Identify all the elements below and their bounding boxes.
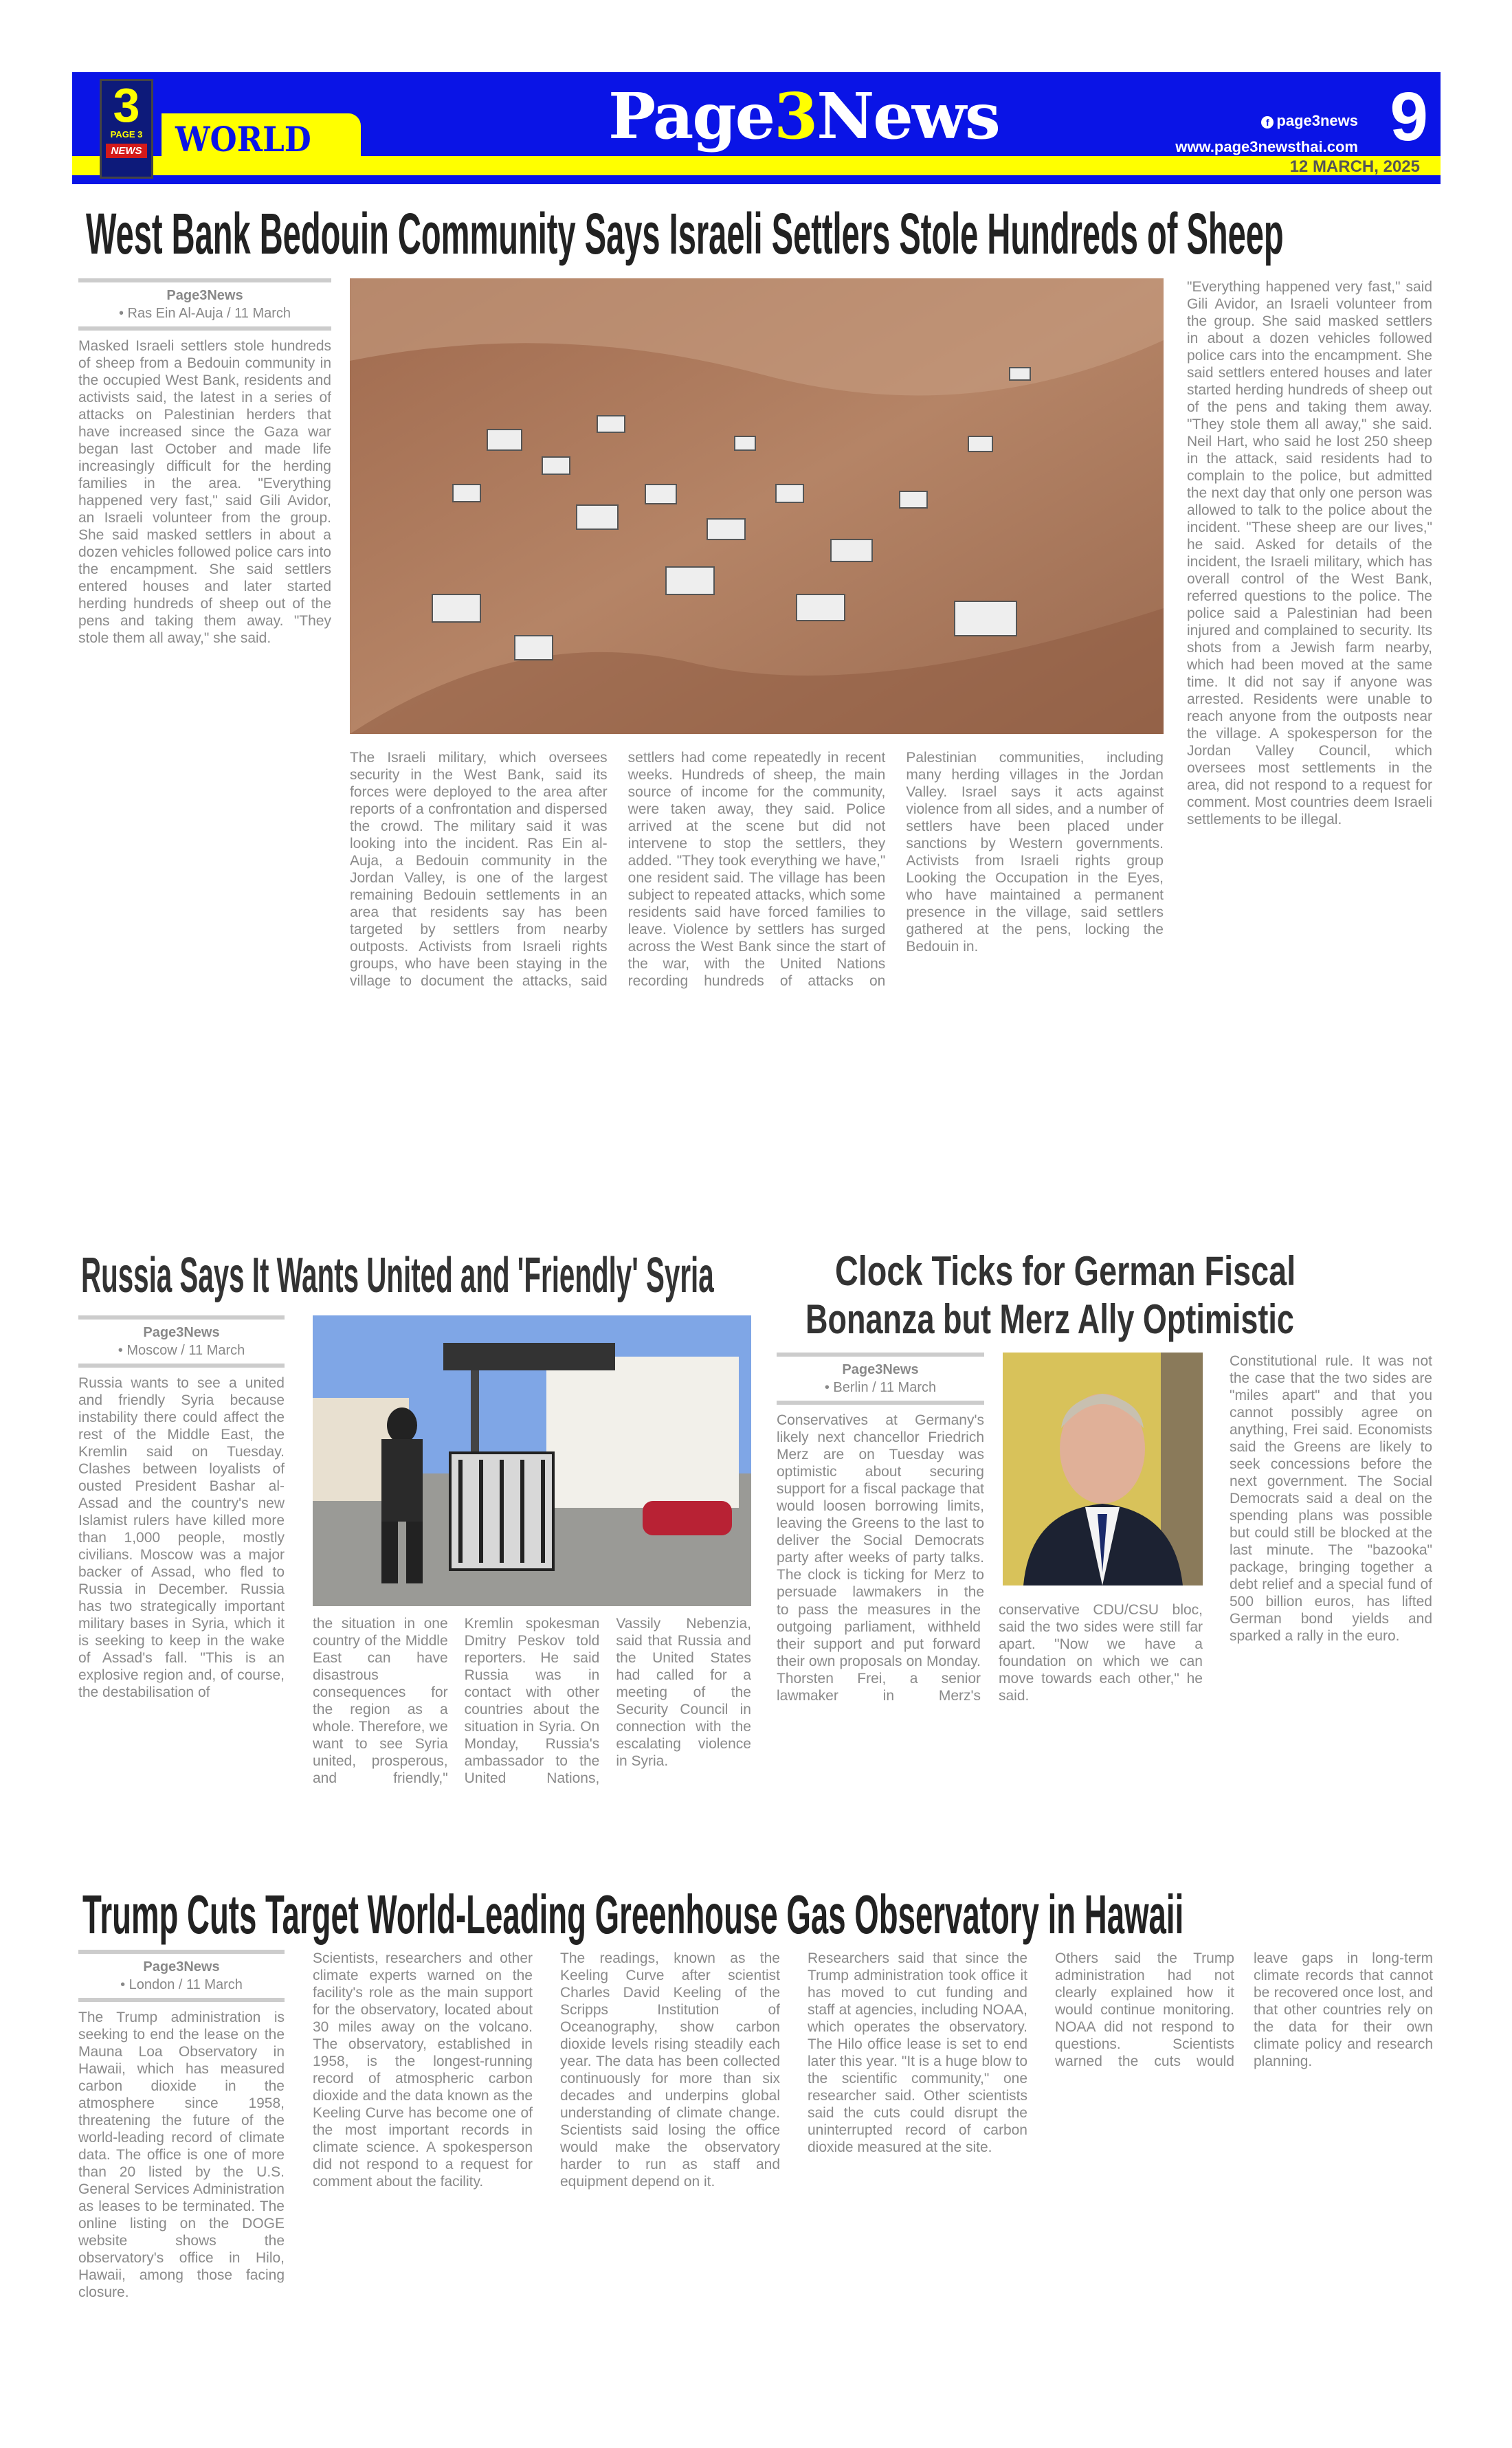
- article-text: Others said the Trump administration had not clearly explained how it would continue monitoring. NOAA did not respond to questions. Scientists warned the cuts would leave gaps in long-term climate records that cannot be recovered once lost, and that other countries rely on the data for their own climate policy and research planning.: [1055, 1950, 1433, 2069]
- bedouin-column-left: [78, 278, 331, 1234]
- facebook-handle[interactable]: page3news: [1276, 112, 1358, 129]
- byline-source: Page3News: [166, 288, 243, 303]
- brand-title: [608, 79, 999, 153]
- masthead: [72, 72, 1441, 184]
- website-link[interactable]: www.page3newsthai.com: [1175, 138, 1358, 155]
- merz-ally-portrait: [1003, 1353, 1203, 1585]
- byline-dateline: • Ras Ein Al-Auja / 11 March: [118, 306, 291, 321]
- german-columns-under-photo: [777, 1601, 1203, 1876]
- social-links: [1175, 108, 1358, 160]
- article-text: Researchers said that since the Trump administration took office it has moved to cut funding and staff at agencies, including NOAA, which operates the observatory. The Hilo office lease is set to end later this year. "It is a huge blow to the scientific community," one researcher said. Other scientists said the cuts could disrupt the uninterrupted record of carbon dioxide measured at the site.: [808, 1950, 1027, 2155]
- article-text: the situation in one country of the Middle East can have disastrous consequences for the region as a whole. Therefore, we want to see Syria united, prosperous, and friendly," Kremlin spokesman Dmitry Peskov told reporters. He said Russia was in contact with other countries about the situation in Syria. On Monday, Russia's ambassador to the United Nations, Vassily Nebenzia, said that Russia and the United States had called for a meeting of the Security Council in connection with the escalating violence in Syria.: [313, 1616, 751, 1786]
- trump-headline: Trump Cuts Target World-Leading Greenhouse Gas Observatory in Hawaii: [82, 1884, 1184, 1945]
- trump-byline: [78, 1950, 285, 2002]
- article-text: The Trump administration is seeking to end the lease on the Mauna Loa Observatory in Hawaii, which has measured carbon dioxide in the atmosphere since 1958, threatening the future of the world-leading record of climate data. The office is one of more than 20 listed by the U.S. General Services Administration as leases to be terminated. The online listing on the DOGE website shows the observatory's office in Hilo, Hawaii, among those facing closure.: [78, 2010, 285, 2300]
- article-text: Conservatives at Germany's likely next chancellor Friedrich Merz are on Tuesday was optimistic about securing support for a fiscal package that would loosen borrowing limits, leaving the Greens to the last to deliver the Social Democrats party after weeks of party talks. The clock is ticking for Merz to persuade lawmakers in the: [777, 1412, 984, 1600]
- portrait-image: [1003, 1353, 1203, 1585]
- byline-dateline: • Moscow / 11 March: [118, 1343, 245, 1358]
- article-text: to pass the measures in the outgoing parliament, withheld their support and put forward their own proposals on Monday. Thorsten Frei, a senior lawmaker in Merz's conservative CDU/CSU bloc, said the two sides were still far apart. "Now we have a foundation on which we can move towards each other," he said.: [777, 1602, 1203, 1704]
- page3-logo: [100, 79, 153, 179]
- gunman-street-image: [313, 1315, 751, 1606]
- article-text: Masked Israeli settlers stole hundreds of sheep from a Bedouin community in the occupied West Bank, residents and activists said, the latest in a series of attacks on Palestinian herders that have increased since the Gaza war began last October and made life increasingly difficult for the herding families in the area. "Everything happened very fast," said Gili Avidor, an Israeli volunteer from the group. She said masked settlers in about a dozen vehicles followed police cars into the encampment. She said settlers entered houses and later started herding hundreds of sheep out of the pens and taking them away. "They stole them all away," she said.: [78, 338, 331, 646]
- byline-source: Page3News: [143, 1325, 220, 1340]
- trump-column-1: [78, 1950, 285, 2390]
- trump-column-4: [808, 1950, 1027, 2390]
- russia-headline: Russia Says It Wants United and 'Friendly' Syria: [81, 1248, 714, 1303]
- article-text: "Everything happened very fast," said Gili Avidor, an Israeli volunteer from the group. She said masked settlers in about a dozen vehicles followed police cars into the encampment. She said settlers entered houses and later started herding hundreds of sheep out of the pens and taking them away. "They stole them all away," she said. Neil Hart, who said he lost 250 sheep in the attack, said residents had to complain to the police, but admitted the next day that only one person was allowed to talk to the police about the incident. "These sheep are our lives," he said. Asked for details of the incident, the Israeli military, which has overall control of the West Bank, referred questions to the police. The police said a Palestinian had been injured and complained to security. Its shots from a Jewish farm nearby, which had been moved at the same time. It did not say if anyone was arrested. Residents were unable to reach anyone from the outposts near the village. A spokesperson for the Jordan Valley Council, which oversees most settlements in the area, did not respond to a request for comment. Most countries deem Israeli settlements to be illegal.: [1187, 279, 1432, 827]
- article-text: Scientists, researchers and other climate experts warned on the facility's role as the main support for the observatory, located about 30 miles away on the volcano. The observatory, established in 1958, is the longest-running record of atmospheric carbon dioxide and the data known as the Keeling Curve has become one of the most important records in climate science. A spokesperson did not respond to a request for comment about the facility.: [313, 1950, 533, 2190]
- logo-number: 3: [113, 78, 140, 132]
- bedouin-headline: West Bank Bedouin Community Says Israeli Settlers Stole Hundreds of Sheep: [86, 201, 1284, 266]
- trump-column-3: [560, 1950, 780, 2390]
- brand-num: 3: [774, 79, 817, 153]
- german-column-left: [777, 1353, 984, 1600]
- article-text: Constitutional rule. It was not the case that the two sides are "miles apart" and that you cannot possibly agree on anything, Frei said. Economists said the Greens are likely to seek concessions before the next government. The Social Democrats said a deal on the spending plans was possible but could still be blocked at the last minute. The "bazooka" package, bringing together a debt relief and a special fund of 500 billion euros, has lifted German bond yields and sparked a rally in the euro.: [1230, 1353, 1432, 1644]
- german-headline-line1: Clock Ticks for German Fiscal: [835, 1248, 1296, 1294]
- german-headline-line2: Bonanza but Merz Ally Optimistic: [805, 1296, 1294, 1342]
- bedouin-byline: [78, 278, 331, 331]
- aerial-village-image: [350, 278, 1164, 734]
- bedouin-columns-under-photo: [350, 749, 1164, 1230]
- logo-news: NEWS: [106, 144, 147, 158]
- russia-syria-photo: [313, 1315, 751, 1606]
- byline-dateline: • Berlin / 11 March: [824, 1380, 937, 1395]
- page-number: 9: [1390, 78, 1428, 155]
- article-text: The readings, known as the Keeling Curve after scientist Charles David Keeling of the Scripps Institution of Oceanography, show carbon dioxide levels rising steadily each year. The data has been collected continuously for more than six decades and underpins global understanding of climate change. Scientists said losing the office would make the observatory harder to run as staff and equipment depend on it.: [560, 1950, 780, 2190]
- trump-column-5: [1055, 1950, 1433, 2390]
- article-text: Russia wants to see a united and friendly Syria because instability there could affect the rest of the Middle East, the Kremlin said on Tuesday. Clashes between loyalists of ousted President Bashar al-Assad and the country's new Islamist rulers have killed more than 1,000 people, mostly civilians. Moscow was a major backer of Assad, who fled to Russia in December. Russia has two strategically important military bases in Syria, which it is seeking to keep in the wake of Assad's fall. "This is an explosive region and, of course, the destabilisation of: [78, 1375, 285, 1700]
- byline-source: Page3News: [143, 1959, 220, 1974]
- logo-page: PAGE 3: [110, 129, 143, 140]
- bedouin-column-right: [1187, 278, 1432, 1234]
- byline-dateline: • London / 11 March: [120, 1977, 243, 1992]
- russia-column-left: [78, 1315, 285, 1879]
- trump-column-2: [313, 1950, 533, 2390]
- russia-byline: [78, 1315, 285, 1368]
- german-byline: [777, 1353, 984, 1405]
- russia-columns-under-photo: [313, 1615, 751, 1876]
- section-label: WORLD: [175, 119, 311, 159]
- issue-date: 12 MARCH, 2025: [1289, 157, 1420, 176]
- bedouin-aerial-photo: [350, 278, 1164, 734]
- german-column-right: [1230, 1353, 1432, 1875]
- brand-pre: Page: [608, 79, 775, 153]
- brand-post: News: [816, 79, 999, 153]
- article-text: The Israeli military, which oversees security in the West Bank, said its forces were deployed to the area after reports of a confrontation and dispersed the crowd. The military said it was looking into the incident. Ras Ein al-Auja, a Bedouin community in the Jordan Valley, is one of the largest remaining Bedouin settlements in an area that residents say has been targeted by settlers from nearby outposts. Activists from Israeli rights groups, who have been staying in the village to document the attacks, said settlers had come repeatedly in recent weeks. Hundreds of sheep, the main source of income for the community, were taken away, they said. Police arrived at the scene but did not intervene to stop the settlers, they added. "They took everything we have," one resident said. The village has been subject to repeated attacks, which some residents said have forced families to leave. Violence by settlers has surged across the West Bank since the start of the war, with the United Nations recording hundreds of attacks on Palestinian communities, including many herding villages in the Jordan Valley. Israel says it acts against violence from all sides, and a number of settlers have been placed under sanctions by Western governments. Activists from Israeli rights group Looking the Occupation in the Eyes, who have maintained a permanent presence in the village, said settlers gathered at the pens, locking the Bedouin in.: [350, 750, 1164, 989]
- facebook-icon: f: [1261, 116, 1274, 129]
- byline-source: Page3News: [842, 1362, 919, 1377]
